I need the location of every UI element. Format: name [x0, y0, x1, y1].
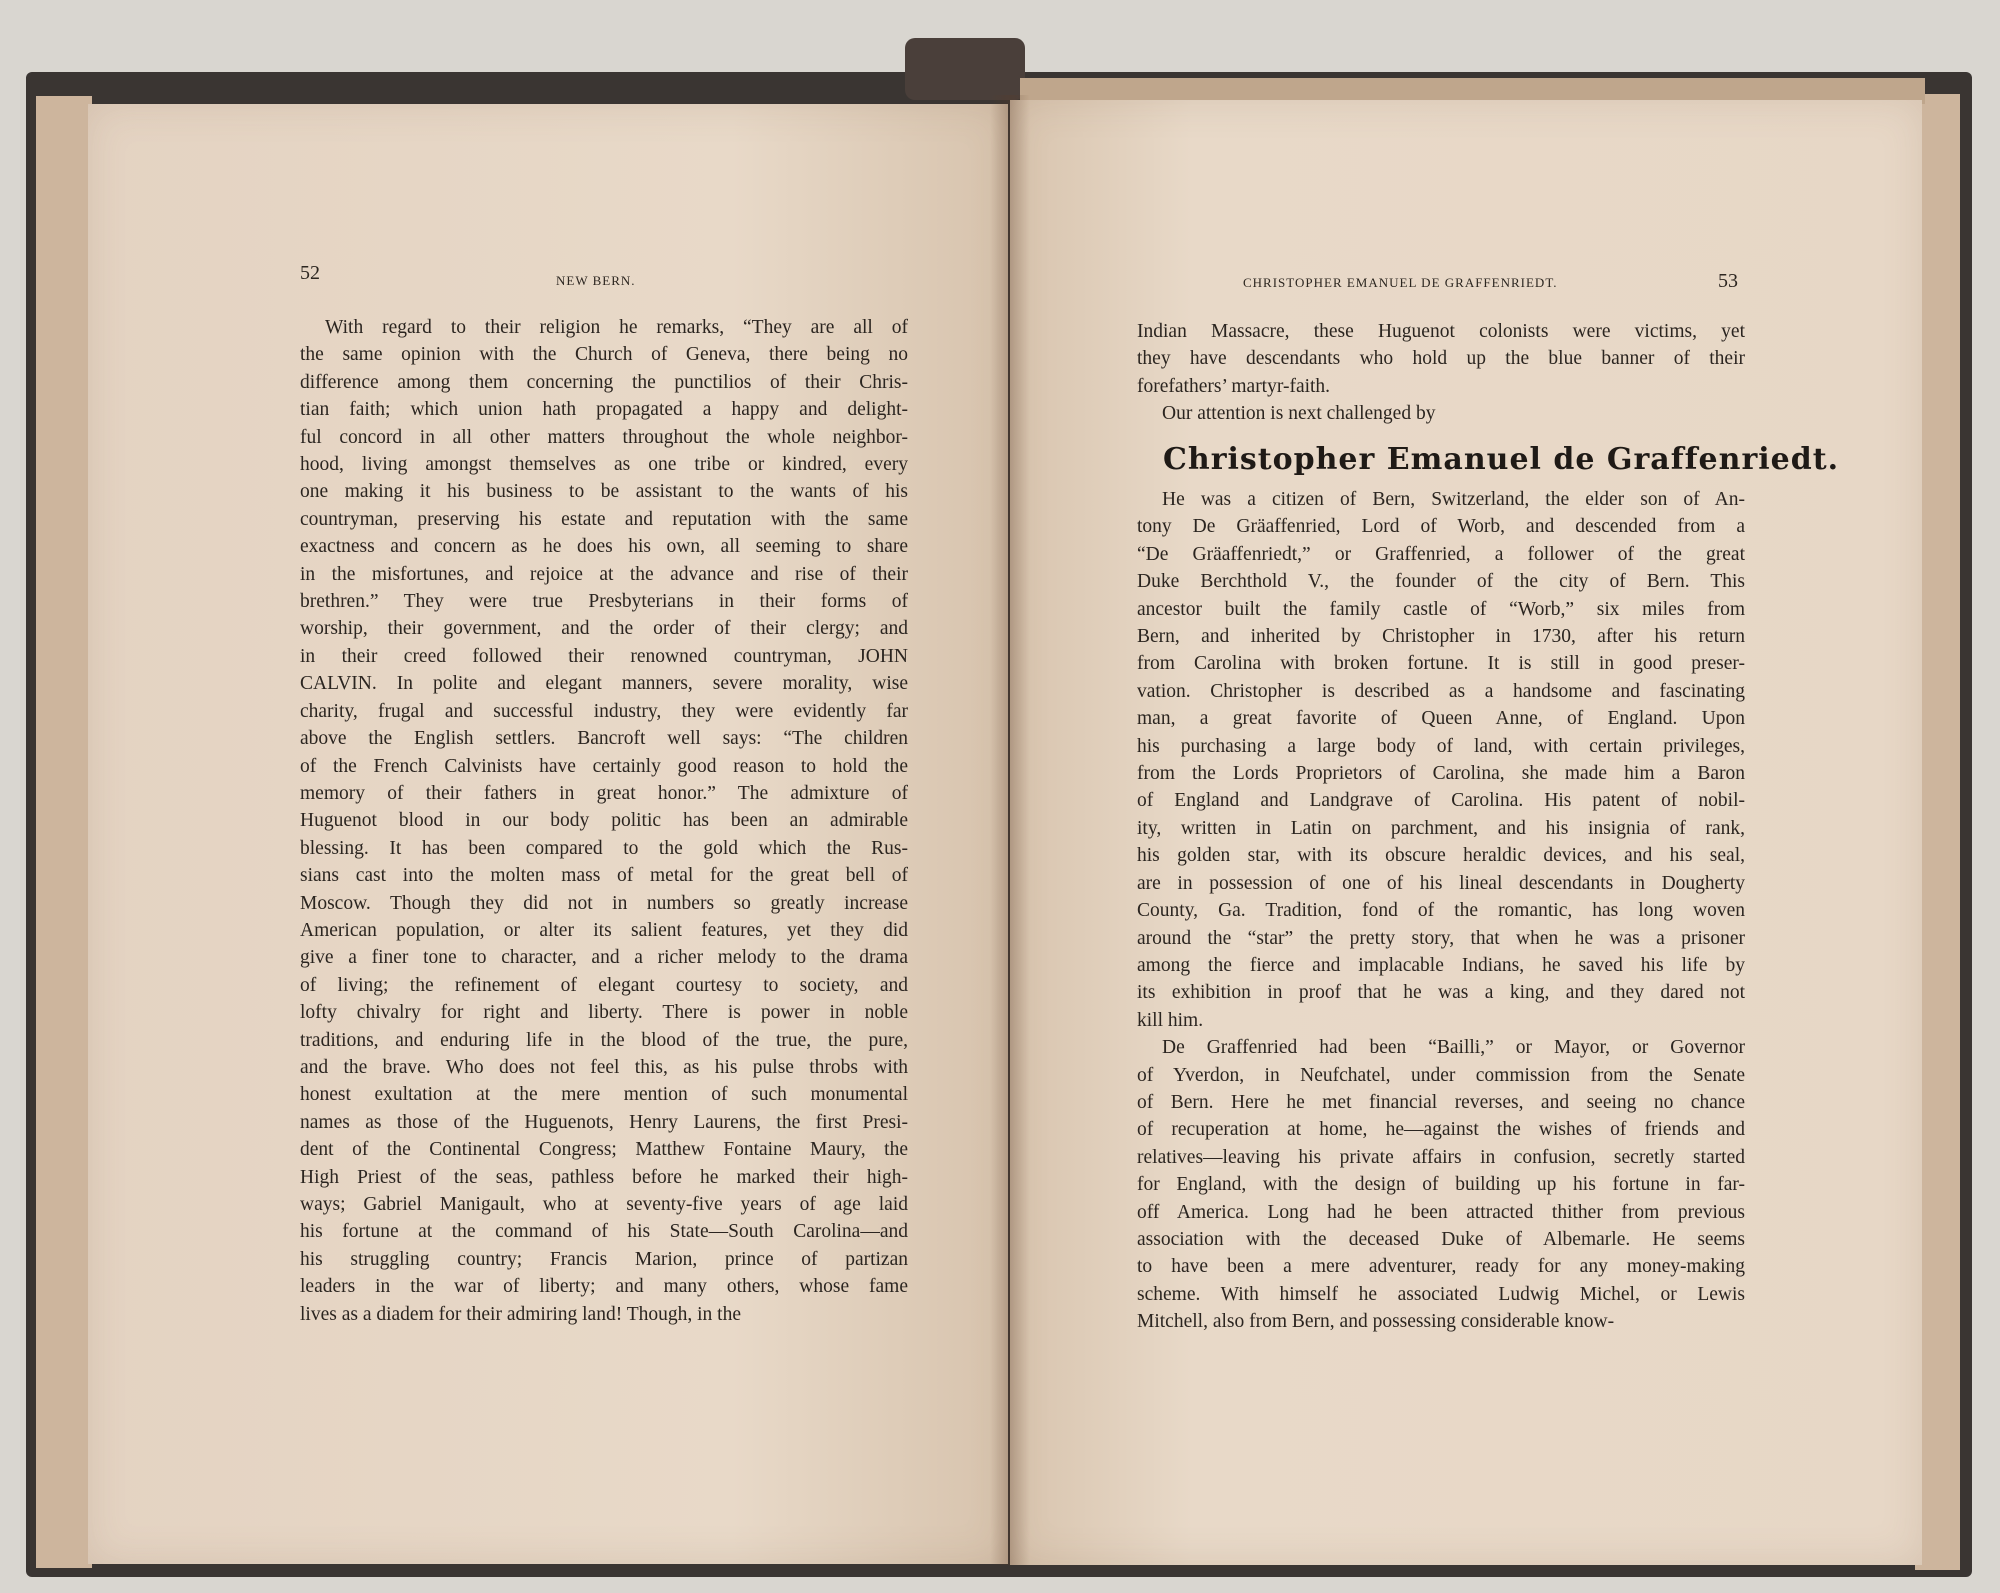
text-line: of Yverdon, in Neufchatel, under commission from the Senate — [1137, 1064, 1745, 1086]
text-line: High Priest of the seas, pathless before he marked their high- — [300, 1166, 908, 1188]
text-line: his purchasing a large body of land, with certain privileges, — [1137, 735, 1745, 757]
text-line: of living; the refinement of elegant courtesy to society, and — [300, 974, 908, 996]
text-line: tony De Gräaffenried, Lord of Worb, and descended from a — [1137, 516, 1745, 538]
text-line: to have been a mere adventurer, ready for any money-making — [1137, 1256, 1745, 1278]
text-line: tian faith; which union hath propagated a happy and delight- — [300, 399, 908, 421]
text-line: above the English settlers. Bancroft well says: “The children — [300, 728, 908, 750]
text-line: in their creed followed their renowned countryman, JOHN — [300, 645, 908, 667]
right-page-body-bottom — [1137, 486, 1745, 1336]
left-running-head: NEW BERN. — [556, 273, 636, 288]
text-line: around the “star” the pretty story, that when he was a prisoner — [1137, 927, 1745, 949]
text-line: Duke Berchthold V., the founder of the city of Bern. This — [1137, 571, 1745, 593]
text-line: With regard to their religion he remarks, “They are all of — [325, 317, 908, 338]
text-line: relatives—leaving his private affairs in confusion, secretly started — [1137, 1146, 1745, 1168]
text-line: dent of the Continental Congress; Matthew Fontaine Maury, the — [300, 1139, 908, 1161]
text-line: the same opinion with the Church of Geneva, there being no — [300, 344, 908, 366]
text-line: He was a citizen of Bern, Switzerland, the elder son of An- — [1162, 489, 1745, 510]
text-line: ful concord in all other matters throughout the whole neighbor- — [300, 426, 908, 448]
left-page-body — [300, 314, 908, 1328]
text-line: lives as a diadem for their admiring land! Though, in the — [300, 1303, 741, 1325]
text-line: Our attention is next challenged by — [1162, 403, 1436, 425]
text-line: charity, frugal and successful industry, they were evidently far — [300, 700, 908, 722]
text-line: they have descendants who hold up the blue banner of their — [1137, 348, 1745, 370]
right-running-head: CHRISTOPHER EMANUEL DE GRAFFENRIEDT. — [1243, 275, 1558, 290]
text-line: of England and Landgrave of Carolina. His patent of nobil- — [1137, 790, 1745, 812]
left-page-edges — [36, 96, 92, 1568]
text-line: leaders in the war of liberty; and many others, whose fame — [300, 1276, 908, 1298]
text-line: his struggling country; Francis Marion, prince of partizan — [300, 1248, 908, 1270]
text-line: sians cast into the molten mass of metal for the great bell of — [300, 865, 908, 887]
text-line: are in possession of one of his lineal descendants in Dougherty — [1137, 872, 1745, 894]
book-spine — [905, 38, 1025, 100]
text-line: give a finer tone to character, and a richer melody to the drama — [300, 947, 908, 969]
text-line: memory of their fathers in great honor.” The admixture of — [300, 782, 908, 804]
text-line: kill him. — [1137, 1009, 1204, 1031]
text-line: vation. Christopher is described as a handsome and fascinating — [1137, 680, 1745, 702]
text-line: his fortune at the command of his State—South Carolina—and — [300, 1221, 908, 1243]
left-page-number: 52 — [300, 262, 320, 284]
text-line: scheme. With himself he associated Ludwig Michel, or Lewis — [1137, 1283, 1745, 1305]
text-line: off America. Long had he been attracted thither from previous — [1137, 1201, 1745, 1223]
book-gutter — [990, 95, 1030, 1565]
text-line: “De Gräaffenriedt,” or Graffenried, a follower of the great — [1137, 543, 1745, 565]
text-line: difference among them concerning the punctilios of their Chris- — [300, 371, 908, 393]
text-line: Huguenot blood in our body politic has been an admirable — [300, 810, 908, 832]
text-line: De Graffenried had been “Bailli,” or Mayor, or Governor — [1162, 1037, 1745, 1059]
text-line: hood, living amongst themselves as one tribe or kindred, every — [300, 454, 908, 476]
text-line: brethren.” They were true Presbyterians in their forms of — [300, 591, 908, 613]
text-line: Indian Massacre, these Huguenot colonists were victims, yet — [1137, 321, 1745, 342]
text-line: for England, with the design of building up his fortune in far- — [1137, 1174, 1745, 1196]
text-line: and the brave. Who does not feel this, as his pulse throbs with — [300, 1056, 908, 1078]
text-line: from the Lords Proprietors of Carolina, she made him a Baron — [1137, 763, 1745, 785]
text-line: of recuperation at home, he—against the wishes of friends and — [1137, 1119, 1745, 1141]
text-line: worship, their government, and the order of their clergy; and — [300, 618, 908, 640]
text-line: traditions, and enduring life in the blood of the true, the pure, — [300, 1029, 908, 1051]
text-line: names as those of the Huguenots, Henry Laurens, the first Presi- — [300, 1111, 908, 1133]
text-line: Mitchell, also from Bern, and possessing considerable know- — [1137, 1311, 1615, 1333]
text-line: association with the deceased Duke of Albemarle. He seems — [1137, 1228, 1745, 1250]
text-line: its exhibition in proof that he was a king, and they dared not — [1137, 982, 1745, 1004]
text-line: Moscow. Though they did not in numbers so greatly increase — [300, 892, 908, 914]
text-line: man, a great favorite of Queen Anne, of England. Upon — [1137, 708, 1745, 730]
text-line: of the French Calvinists have certainly good reason to hold the — [300, 755, 908, 777]
text-line: one making it his business to be assistant to the wants of his — [300, 481, 908, 503]
text-line: lofty chivalry for right and liberty. There is power in noble — [300, 1002, 908, 1024]
text-line: Bern, and inherited by Christopher in 1730, after his return — [1137, 626, 1745, 648]
text-line: ity, written in Latin on parchment, and his insignia of rank, — [1137, 817, 1745, 839]
right-page-number: 53 — [1718, 270, 1738, 292]
text-line: from Carolina with broken fortune. It is still in good preser- — [1137, 653, 1745, 675]
text-line: of Bern. Here he met financial reverses, and seeing no chance — [1137, 1091, 1745, 1113]
text-line: forefathers’ martyr-faith. — [1137, 375, 1331, 397]
text-line: among the fierce and implacable Indians, he saved his life by — [1137, 954, 1745, 976]
text-line: CALVIN. In polite and elegant manners, severe morality, wise — [300, 673, 908, 695]
text-line: in the misfortunes, and rejoice at the advance and rise of their — [300, 563, 908, 585]
text-line: his golden star, with its obscure heraldic devices, and his seal, — [1137, 845, 1745, 867]
right-page-body-top — [1137, 318, 1745, 428]
text-line: exactness and concern as he does his own, all seeming to share — [300, 536, 908, 558]
text-line: ancestor built the family castle of “Worb,” six miles from — [1137, 598, 1745, 620]
text-line: honest exultation at the mere mention of such monumental — [300, 1084, 908, 1106]
text-line: countryman, preserving his estate and reputation with the same — [300, 508, 908, 530]
section-heading: Christopher Emanuel de Graffenriedt. — [1163, 442, 1840, 477]
text-line: County, Ga. Tradition, fond of the romantic, has long woven — [1137, 900, 1745, 922]
text-line: ways; Gabriel Manigault, who at seventy-five years of age laid — [300, 1194, 908, 1215]
text-line: American population, or alter its salient features, yet they did — [300, 919, 908, 941]
text-line: blessing. It has been compared to the gold which the Rus- — [300, 837, 908, 859]
